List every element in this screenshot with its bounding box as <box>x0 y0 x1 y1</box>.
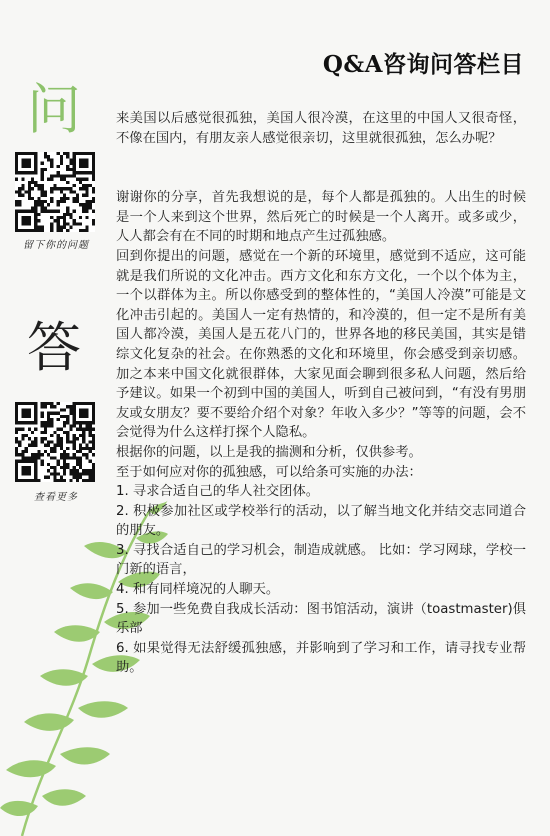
answer-paragraph: 至于如何应对你的孤独感，可以给条可实施的办法： <box>116 464 422 480</box>
answer-paragraph: 谢谢你的分享，首先我想说的是，每个人都是孤独的。人出生的时候是一个人来到这个世界，然后死亡的时候是一个人离开。或多或少，人人都会有在不同的时期和地点产生过孤独感。 <box>116 190 526 245</box>
page-title: Q&A咨询问答栏目 <box>322 51 524 78</box>
answer-char: 答 <box>27 316 81 379</box>
question-text: 来美国以后感觉很孤独，美国人很冷漠，在这里的中国人又很奇怪，不像在国内，有朋友亲人感觉很亲切，这里就很孤独，怎么办呢？ <box>116 111 526 146</box>
answer-paragraph: 回到你提出的问题，感觉在一个新的环境里，感觉到不适应，这可能就是我们所说的文化冲击。西方文化和东方文化，一个以个体为主，一个以群体为主。所以你感受到的整体性的，“美国人冷漠”可能是文化冲击引起的。美国人一定有热情的，和冷漠的，但一定不是所有美国人都冷漠，美国人是五花八门的，世界各地的移民美国，其实是错综文化复杂的社会。在你熟悉的文化和环境里，你会感受到亲切感。加之本来中国文化就很群体，大家见面会聊到很多私人问题，然后给予建议。如果一个初到中国的美国人，听到自己被问到，“有没有男朋友或女朋友？要不要给介绍个对象？年收入多少？”等等的问题，会不会觉得为什么这样打探个人隐私。 <box>116 248 526 441</box>
list-item: 1. 寻求合适自己的华人社交团体。 <box>116 484 320 500</box>
list-item: 6. 如果觉得无法舒缓孤独感，并影响到了学习和工作，请寻找专业帮助。 <box>116 640 526 676</box>
qa-content <box>116 109 526 678</box>
question-char: 问 <box>27 78 81 141</box>
qr-code-icon[interactable] <box>15 152 95 232</box>
answer-paragraph: 根据你的问题，以上是我的揣测和分析，仅供参考。 <box>116 444 422 460</box>
list-item: 2. 积极参加社区或学校举行的活动，以了解当地文化并结交志同道合的朋友。 <box>116 503 526 539</box>
list-item: 5. 参加一些免费自我成长活动：图书馆活动，演讲（toastmaster)俱乐部 <box>116 601 526 637</box>
list-item: 4. 和有同样境况的人聊天。 <box>116 582 280 598</box>
question-qr-caption: 留下你的问题 <box>23 240 89 251</box>
suggestion-list <box>116 482 526 678</box>
list-item: 3. 寻找合适自己的学习机会，制造成就感。 比如：学习网球，学校一门新的语言， <box>116 542 526 578</box>
answer-qr-caption: 查看更多 <box>34 492 78 503</box>
qr-code-icon[interactable] <box>15 402 95 482</box>
